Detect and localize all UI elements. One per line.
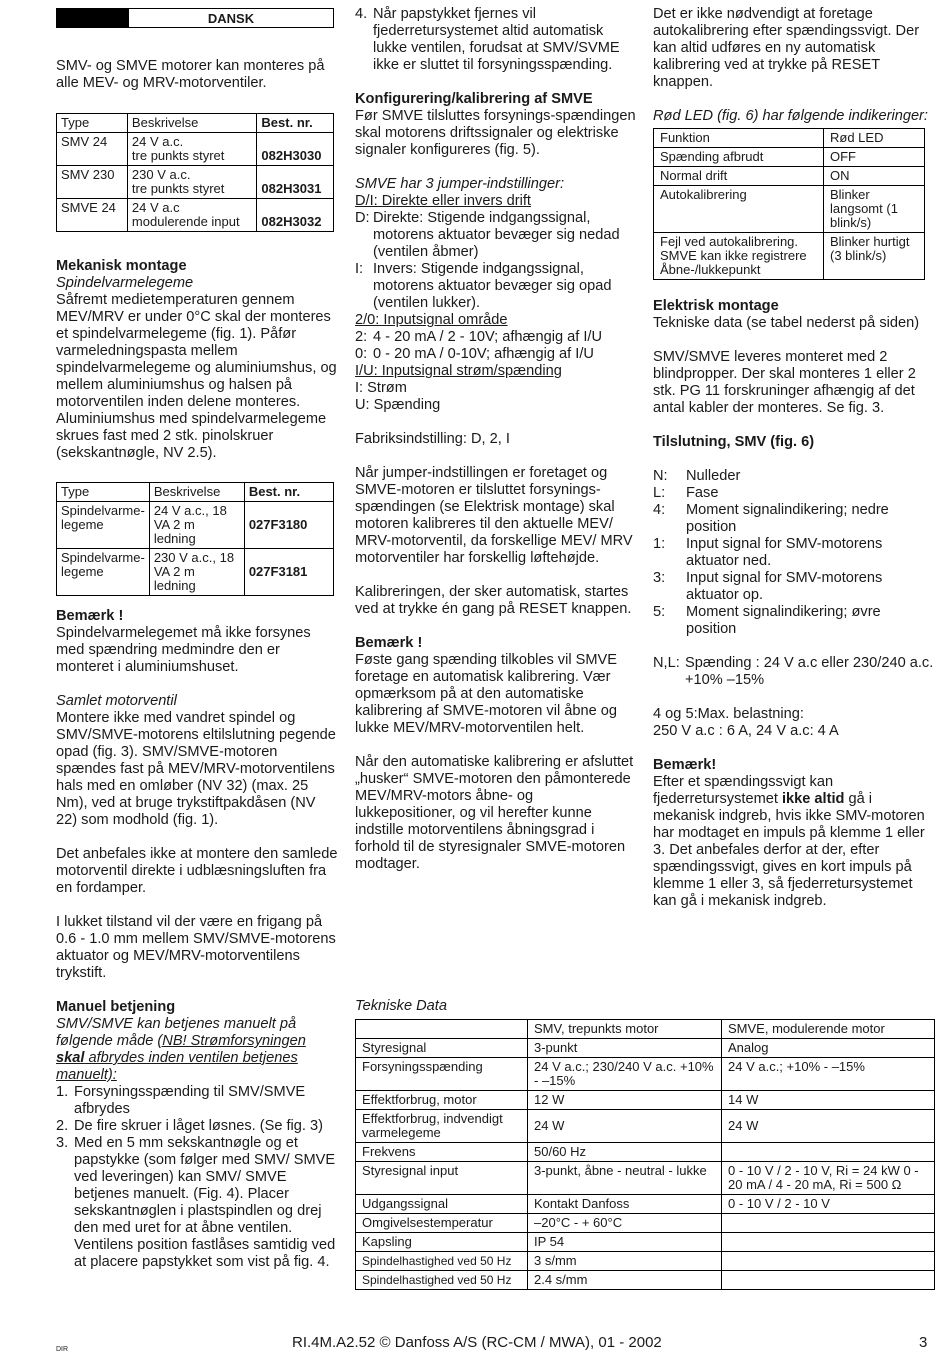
table-row: Forsyningsspænding 24 V a.c.; 230/240 V a.c. +10% - –15% 24 V a.c.; +10% - –15% [356,1058,935,1091]
col-header-desc: Beskrivelse [127,114,257,133]
language-header [56,8,334,28]
section-subheading: Spindelvarmelegeme [56,275,194,291]
cell-desc: 230 V a.c., 18 VA 2 m ledning [149,549,244,596]
header-black-bar [57,9,129,27]
table-row [57,549,334,596]
paragraph: Føste gang spænding tilkobles vil SMVE foretage en automatisk kalibrering. Vær opmærksom på at den automatiske kalibrering af SMVE-motoren vil åbne og lukke MEV/MRV-motorventilen helt. [355,652,618,736]
cell-desc: 24 V a.c modulerende input [127,199,257,232]
section-subheading: Samlet motorventil [56,693,177,709]
cell-nr: 082H3031 [257,166,334,199]
list-item: N,L: Spænding : 24 V a.c eller 230/240 a.c. +10% –15% [653,655,934,688]
table-row: Udgangssignal Kontakt Danfoss 0 - 10 V / 2 - 10 V [356,1195,935,1214]
paragraph: Tekniske data (se tabel nederst på siden) [653,315,920,331]
col-header-desc: Beskrivelse [149,483,244,502]
cell-type: Spindelvarme-legeme [57,502,150,549]
section-subheading: Rød LED (fig. 6) har følgende indikeringer: [653,108,928,124]
table-row: Fejl ved autokalibrering. SMVE kan ikke registrere Åbne-/lukkepunkt Blinker hurtigt (3 blink/s) [654,233,925,280]
list-item: 4: Moment signalindikering; nedre position [653,502,889,535]
paragraph: I lukket tilstand vil der være en frigang på 0.6 - 1.0 mm mellem SMV/SMVE-motorens aktuator og MEV/MRV-motorventilens trykstift. [56,914,336,981]
column-2 [355,6,637,873]
list-item: 3: Input signal for SMV-motorens aktuator op. [653,570,883,603]
section-heading: Elektrisk montage [653,298,779,314]
paragraph: Før SMVE tilsluttes forsynings-spændingen skal motorens driftssignaler og elektriske signaler konfigureres (fig. 5). [355,108,636,158]
jumper-heading-range: 2/0: Inputsignal område [355,312,508,328]
list-item: 5: Moment signalindikering; øvre position [653,604,881,637]
list-item: I: Strøm [355,380,407,396]
jumper-heading-iu: I/U: Inputsignal strøm/spænding [355,363,562,379]
language-label: DANSK [207,11,255,26]
section-heading: Mekanisk montage [56,258,187,274]
list-item: L: Fase [653,485,719,501]
footer-reference: RI.4M.A2.52 © Danfoss A/S (RC-CM / MWA), 01 - 2002 [292,1334,662,1351]
paragraph: Når jumper-indstillingen er foretaget og SMVE-motoren er tilsluttet forsynings-spændingen (se Elektrisk montage) skal motoren kalibreres til den aktuelle MEV/ MRV-motorventil, da forskellige MEV/ MRV motorventiler har forskellig løftehøjde. [355,465,633,566]
table-row [57,133,334,166]
list-item: 2. De fire skruer i låget løsnes. (Se fig. 3) [56,1118,323,1134]
footer-code: DIR [56,1346,69,1353]
table-row: Kapsling IP 54 [356,1233,935,1252]
table-row [57,166,334,199]
table-row: Frekvens 50/60 Hz [356,1143,935,1162]
list-item: 1. Forsyningsspænding til SMV/SMVE afbrydes [56,1084,306,1117]
heater-table [56,482,334,596]
list-item: 0: 0 - 20 mA / 0-10V; afhængig af I/U [355,346,594,362]
table-row [57,502,334,549]
list-item: I: Invers: Stigende indgangssignal, motorens aktuator bevæger sig opad (ventilen lukker). [355,261,612,311]
page-number: 3 [919,1334,928,1351]
section-subheading: SMVE har 3 jumper-indstillinger: [355,176,564,192]
note-heading: Bemærk ! [355,635,423,651]
list-item: 3. Med en 5 mm sekskantnøgle og et papstykke (som følger med SMV/ SMVE ved leveringen) kan SMV/ SMVE betjenes manuelt. (Fig. 4). Placer sekskantnøglen i plastspindlen og drej den med uret for at åbne ventilen. Ventilens position fastlåses samtidig ved at placere papstykket som vist på fig. 4. [56,1135,336,1270]
table-header-row: SMV, trepunkts motor SMVE, modulerende motor [356,1020,935,1039]
led-table [653,128,925,280]
col-header-function: Funktion [654,129,824,148]
section-subheading: SMV/SMVE kan betjenes manuelt på følgende måde (NB! Strømforsyningen skal afbrydes inden ventilen betjenes manuelt): [56,1016,306,1083]
paragraph: Det anbefales ikke at montere den samlede motorventil direkte i udblæsningsluften fra en fordamper. [56,846,338,896]
list-item: 1: Input signal for SMV-motorens aktuator ned. [653,536,883,569]
table-row: Spænding afbrudt OFF [654,148,925,167]
paragraph: 4 og 5:Max. belastning: [653,706,804,722]
cell-type: Spindelvarme-legeme [57,549,150,596]
paragraph: Fabriksindstilling: D, 2, I [355,431,510,447]
cell-nr: 082H3032 [257,199,334,232]
cell-desc: 230 V a.c. tre punkts styret [127,166,257,199]
cell-nr: 027F3181 [244,549,333,596]
cell-type: SMVE 24 [57,199,128,232]
table-row: Omgivelsestemperatur –20°C - + 60°C [356,1214,935,1233]
cell-type: SMV 230 [57,166,128,199]
cell-desc: 24 V a.c., 18 VA 2 m ledning [149,502,244,549]
section-heading: Tilslutning, SMV (fig. 6) [653,434,815,450]
cell-type: SMV 24 [57,133,128,166]
paragraph: Såfremt medietemperaturen gennem MEV/MRV er under 0°C skal der monteres et spindelvarmelegeme (fig. 1). Påfør varmeledningspasta mellem spindelvarmelegeme og aluminiumshus, og mellem aluminiumshus og halsen på motorventilen inden delene monteres. Aluminiumshus med spindelvarmelegeme skrues fast med 2 stk. pinolskruer (sekskantnøgle, NV 2.5). [56,292,337,461]
col-header-type: Type [57,483,150,502]
tech-data-title: Tekniske Data [355,998,447,1014]
cell-desc: 24 V a.c. tre punkts styret [127,133,257,166]
paragraph: SMV/SMVE leveres monteret med 2 blindpropper. Der skal monteres 1 eller 2 stk. PG 11 forskruninger afhængig af det antal kabler der monteres. Se fig. 3. [653,349,916,416]
list-item: 2: 4 - 20 mA / 2 - 10V; afhængig af I/U [355,329,603,345]
col-header-led: Rød LED [824,129,925,148]
table-row: Effektforbrug, indvendigt varmelegeme 24 W 24 W [356,1110,935,1143]
table-row: Autokalibrering Blinker langsomt (1 blink/s) [654,186,925,233]
table-row: Styresignal 3-punkt Analog [356,1039,935,1058]
paragraph: Spindelvarmelegemet må ikke forsynes med spændring medmindre den er monteret i aluminiumshuset. [56,625,311,675]
table-row: Effektforbrug, motor 12 W 14 W [356,1091,935,1110]
note-heading: Bemærk ! [56,608,124,624]
table-row: Normal drift ON [654,167,925,186]
paragraph: Når den automatiske kalibrering er afsluttet „husker“ SMVE-motoren den påmonterede MEV/MRV-motors åbne- og lukkepositioner, og vil herefter kunne indstille motorventilens åbningsgrad i forhold til de styresignaler SMVE-motoren modtager. [355,754,634,872]
motor-table [56,113,334,232]
col-header-nr: Best. nr. [257,114,334,133]
intro-text: SMV- og SMVE motorer kan monteres på alle MEV- og MRV-motorventiler. [56,58,325,91]
cell-nr: 082H3030 [257,133,334,166]
list-item: D: Direkte: Stigende indgangssignal, motorens aktuator bevæger sig nedad (ventilen åbmer) [355,210,620,260]
col-header-nr: Best. nr. [244,483,333,502]
paragraph: 250 V a.c : 6 A, 24 V a.c: 4 A [653,723,839,739]
jumper-heading-di: D/I: Direkte eller invers drift [355,193,531,209]
column-3 [653,6,935,910]
tech-data-table [355,1019,935,1290]
table-row: Styresignal input 3-punkt, åbne - neutral - lukke 0 - 10 V / 2 - 10 V, Ri = 24 kW 0 - 20 mA / 4 - 20 mA, Ri = 500 Ω [356,1162,935,1195]
section-heading: Manuel betjening [56,999,176,1015]
table-row: Spindelhastighed ved 50 Hz 2.4 s/mm [356,1271,935,1290]
col-header-type: Type [57,114,128,133]
paragraph: Det er ikke nødvendigt at foretage autokalibrering efter spændingssvigt. Der kan altid udføres en ny automatisk kalibrering ved at trykke på RESET knappen. [653,6,920,90]
note-heading: Bemærk! [653,757,717,773]
list-item: U: Spænding [355,397,441,413]
paragraph: Kalibreringen, der sker automatisk, startes ved at trykke én gang på RESET knappen. [355,584,632,617]
paragraph: Montere ikke med vandret spindel og SMV/SMVE-motorens eltilslutning pegende opad (fig. 3). SMV/SMVE-motoren spændes fast på MEV/MRV-motorventilens hals med en omløber (NV 32) (max. 25 Nm), ved at bruge trykstiftpakdåsen (NV 22) som modhold (fig. 1). [56,710,336,828]
cell-nr: 027F3180 [244,502,333,549]
column-1 [56,58,338,1271]
list-item: 4. Når papstykket fjernes vil fjederretursystemet altid automatisk lukke ventilen, forudsat at SMV/SVME ikke er sluttet til forsyningsspænding. [355,6,620,73]
section-heading: Konfigurering/kalibrering af SMVE [355,91,593,107]
table-row [57,199,334,232]
paragraph: Efter et spændingssvigt kan fjederretursystemet ikke altid gå i mekanisk indgreb, hvis ikke SMV-motoren har modtaget en impuls på klemme 1 eller 3. Det anbefales derfor at der, efter spændingssvigt, gives en kort impuls på klemme 1 eller 3, så fjederretursystemet kan gå i mekanisk indgreb. [653,774,925,909]
list-item: N: Nulleder [653,468,741,484]
table-row: Spindelhastighed ved 50 Hz 3 s/mm [356,1252,935,1271]
